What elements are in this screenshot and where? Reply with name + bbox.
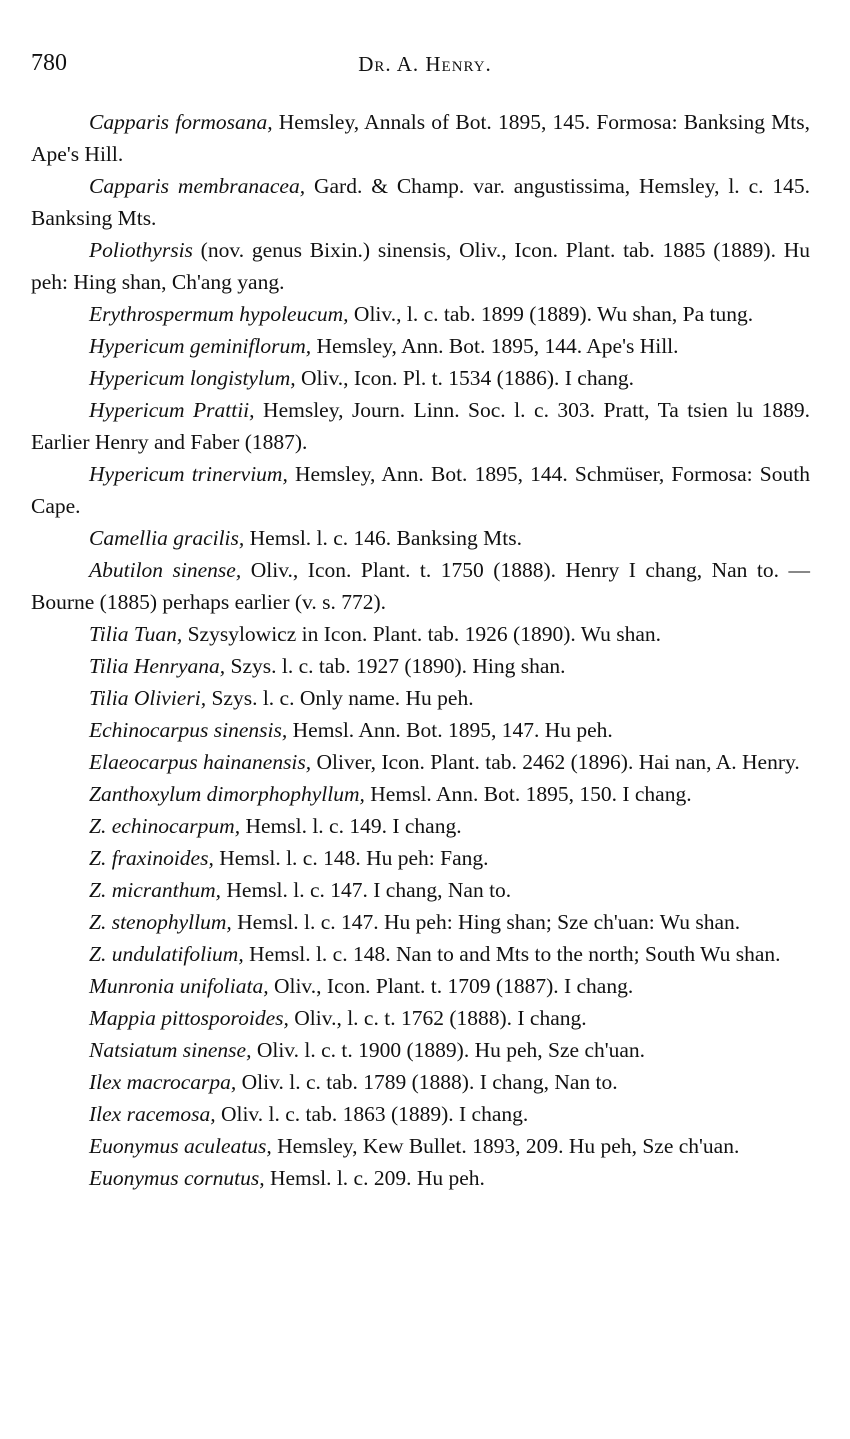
species-entry xyxy=(31,682,810,714)
citation-text: Gard. & Champ. var. angustissima, Hemsley, l. c. 145. Banksing Mts. xyxy=(31,174,810,230)
species-name: Tilia Olivieri, xyxy=(89,686,207,710)
citation-text: Oliv., l. c. tab. 1899 (1889). Wu shan, Pa tung. xyxy=(348,302,754,326)
species-entry xyxy=(31,298,810,330)
citation-text: Hemsley, Annals of Bot. 1895, 145. Formosa: Banksing Mts, Ape's Hill. xyxy=(31,110,810,166)
citation-text: Hemsl. l. c. 148. Nan to and Mts to the north; South Wu shan. xyxy=(243,942,781,966)
species-entry xyxy=(31,746,810,778)
species-entry xyxy=(31,1162,810,1194)
page-header xyxy=(0,50,850,80)
species-entry xyxy=(31,970,810,1002)
citation-text: Hemsl. Ann. Bot. 1895, 147. Hu peh. xyxy=(287,718,613,742)
citation-text: Oliv., Icon. Pl. t. 1534 (1886). I chang. xyxy=(295,366,634,390)
species-entry xyxy=(31,778,810,810)
species-entry xyxy=(31,618,810,650)
species-entry xyxy=(31,1066,810,1098)
running-title: Dr. A. Henry. xyxy=(358,52,492,76)
citation-text: Oliv., l. c. t. 1762 (1888). I chang. xyxy=(288,1006,587,1030)
species-entry xyxy=(31,458,810,522)
citation-text: Hemsley, Kew Bullet. 1893, 209. Hu peh, Sze ch'uan. xyxy=(271,1134,740,1158)
citation-text: Hemsl. l. c. 149. I chang. xyxy=(240,814,462,838)
species-name: Ilex racemosa, xyxy=(89,1102,216,1126)
citation-text: Oliver, Icon. Plant. tab. 2462 (1896). Hai nan, A. Henry. xyxy=(311,750,800,774)
species-name: Munronia unifoliata, xyxy=(89,974,269,998)
species-entry xyxy=(31,810,810,842)
species-name: Natsiatum sinense, xyxy=(89,1038,252,1062)
citation-text: Hemsl. l. c. 148. Hu peh: Fang. xyxy=(213,846,489,870)
species-name: Z. echinocarpum, xyxy=(89,814,241,838)
species-list xyxy=(31,106,810,1194)
species-name: Euonymus aculeatus, xyxy=(89,1134,272,1158)
page-number: 780 xyxy=(31,50,67,76)
citation-text: Hemsl. Ann. Bot. 1895, 150. I chang. xyxy=(364,782,692,806)
citation-text: Oliv. l. c. t. 1900 (1889). Hu peh, Sze ch'uan. xyxy=(251,1038,646,1062)
species-entry xyxy=(31,234,810,298)
species-name: Echinocarpus sinensis, xyxy=(89,718,288,742)
species-name: Euonymus cornutus, xyxy=(89,1166,265,1190)
species-entry xyxy=(31,714,810,746)
species-name: Elaeocarpus hainanensis, xyxy=(89,750,312,774)
citation-text: (nov. genus Bixin.) sinensis, Oliv., Icon. Plant. tab. 1885 (1889). Hu peh: Hing shan, Ch'ang yang. xyxy=(31,238,810,294)
citation-text: Hemsl. l. c. 147. I chang, Nan to. xyxy=(221,878,512,902)
species-name: Hypericum longistylum, xyxy=(89,366,296,390)
species-name: Abutilon sinense, xyxy=(89,558,242,582)
species-name: Tilia Tuan, xyxy=(89,622,183,646)
citation-text: Hemsley, Ann. Bot. 1895, 144. Ape's Hill. xyxy=(311,334,679,358)
citation-text: Szys. l. c. tab. 1927 (1890). Hing shan. xyxy=(225,654,566,678)
species-entry xyxy=(31,1130,810,1162)
species-name: Hypericum geminiflorum, xyxy=(89,334,312,358)
species-entry xyxy=(31,1098,810,1130)
citation-text: Hemsley, Ann. Bot. 1895, 144. Schmüser, Formosa: South Cape. xyxy=(31,462,810,518)
species-name: Erythrospermum hypoleucum, xyxy=(89,302,349,326)
species-name: Poliothyrsis xyxy=(89,238,193,262)
citation-text: Oliv. l. c. tab. 1789 (1888). I chang, Nan to. xyxy=(236,1070,618,1094)
species-name: Tilia Henryana, xyxy=(89,654,226,678)
species-name: Zanthoxylum dimorphophyllum, xyxy=(89,782,365,806)
citation-text: Szys. l. c. Only name. Hu peh. xyxy=(206,686,474,710)
species-name: Hypericum Prattii, xyxy=(89,398,255,422)
species-name: Mappia pittosporoides, xyxy=(89,1006,289,1030)
species-name: Camellia gracilis, xyxy=(89,526,245,550)
citation-text: Oliv., Icon. Plant. t. 1709 (1887). I chang. xyxy=(268,974,634,998)
species-entry xyxy=(31,650,810,682)
species-name: Capparis membranacea, xyxy=(89,174,306,198)
species-entry xyxy=(31,106,810,170)
species-name: Z. undulatifolium, xyxy=(89,942,244,966)
citation-text: Hemsley, Journ. Linn. Soc. l. c. 303. Pratt, Ta tsien lu 1889. Earlier Henry and Faber (1887). xyxy=(31,398,811,454)
species-entry xyxy=(31,362,810,394)
species-entry xyxy=(31,906,810,938)
species-entry xyxy=(31,522,810,554)
citation-text: Hemsl. l. c. 147. Hu peh: Hing shan; Sze ch'uan: Wu shan. xyxy=(231,910,741,934)
species-entry xyxy=(31,170,810,234)
species-entry xyxy=(31,330,810,362)
species-name: Z. stenophyllum, xyxy=(89,910,232,934)
species-entry xyxy=(31,394,810,458)
citation-text: Oliv., Icon. Plant. t. 1750 (1888). Henry I chang, Nan to. — Bourne (1885) perhaps earlier (v. s. 772). xyxy=(31,558,810,614)
species-entry xyxy=(31,938,810,970)
species-entry xyxy=(31,554,810,618)
species-name: Capparis formosana, xyxy=(89,110,273,134)
species-entry xyxy=(31,874,810,906)
species-entry xyxy=(31,1002,810,1034)
citation-text: Hemsl. l. c. 209. Hu peh. xyxy=(264,1166,485,1190)
species-entry xyxy=(31,842,810,874)
species-name: Z. fraxinoides, xyxy=(89,846,214,870)
citation-text: Hemsl. l. c. 146. Banksing Mts. xyxy=(244,526,522,550)
species-name: Ilex macrocarpa, xyxy=(89,1070,237,1094)
citation-text: Szysylowicz in Icon. Plant. tab. 1926 (1890). Wu shan. xyxy=(182,622,662,646)
species-name: Hypericum trinervium, xyxy=(89,462,288,486)
citation-text: Oliv. l. c. tab. 1863 (1889). I chang. xyxy=(215,1102,529,1126)
species-entry xyxy=(31,1034,810,1066)
species-name: Z. micranthum, xyxy=(89,878,221,902)
